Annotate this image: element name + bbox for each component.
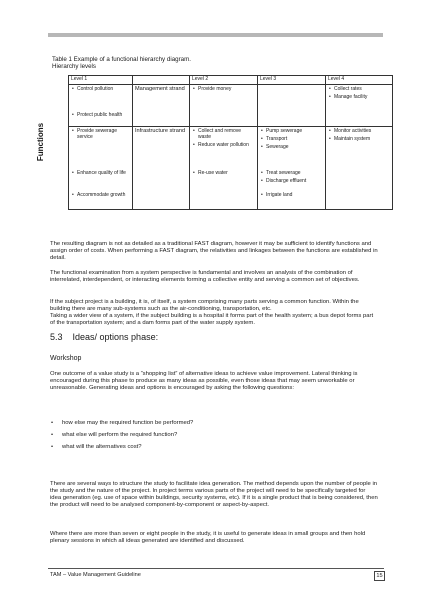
list-item: • Enhance quality of life [77, 170, 130, 176]
list-item: • Treat sewerage [266, 170, 323, 176]
table-cell [258, 191, 326, 210]
header-bar [48, 33, 383, 37]
table-cell [190, 127, 258, 170]
list-item: • Reduce water pollution [198, 142, 255, 148]
list-item: • Control pollution [77, 86, 130, 92]
table-row [69, 127, 393, 170]
list-item: • Manage facility [334, 94, 390, 100]
table-cell [326, 191, 393, 210]
strand-label: Management strand [133, 85, 190, 112]
list-item: • how else may the required function be performed? [50, 417, 193, 429]
table-cell [258, 169, 326, 191]
table-row [69, 169, 393, 191]
section-title: Ideas/ options phase: [72, 332, 159, 342]
list-item: • Collect and remove waste [198, 128, 255, 140]
list-item: • Collect rates [334, 86, 390, 92]
table-row [69, 111, 393, 127]
list-item: • Maintain system [334, 136, 390, 142]
questions-list [50, 417, 193, 453]
table-cell [258, 85, 326, 112]
functional-hierarchy-table [68, 75, 393, 210]
list-item: • Re-use water [198, 170, 255, 176]
table-cell [326, 127, 393, 170]
hierarchy-label: Hierarchy levels [52, 63, 97, 70]
table-cell [69, 169, 133, 191]
paragraph-study-structure: There are several ways to structure the study to facilitate idea generation. The method depends upon the number of people in the study and the nature of the project. In project terms various parts of the project will need to be specifically targeted for idea generation (eg. use of space within buildings, security systems, etc). If it is a single product that is being considered, then the product will need to be analysed component-by-component or aspect-by-aspect. [50, 481, 378, 509]
paragraph-wider-view: Taking a wider view of a system, if the subject building is a hospital it forms part of the health system; a bus depot forms part of the transportation system; and a dam forms part of the water supply system. [50, 313, 374, 327]
table-row [69, 191, 393, 210]
table-caption [52, 56, 191, 70]
table-cell [190, 85, 258, 112]
table-title: Table 1 Example of a functional hierarchy diagram. [52, 56, 191, 63]
table-cell [190, 191, 258, 210]
list-item: • what will the alternatives cost? [50, 441, 193, 453]
table-cell [69, 191, 133, 210]
paragraph-fast-diagram: The resulting diagram is not as detailed as a traditional FAST diagram, however it may be sufficient to identify functions and assign order of costs. When performing a FAST diagram, the relativities and linkages between the functions are established in detail. [50, 241, 378, 262]
table-cell [69, 85, 133, 112]
paragraph-small-groups: Where there are more than seven or eight people in the study, it is useful to generate ideas in small groups and then hold plenary sessions in which all ideas generated are identified and discussed. [50, 531, 366, 545]
list-item: • Sewerage [266, 144, 323, 150]
header-level-2: Level 2 [190, 76, 258, 85]
table-cell [133, 169, 190, 191]
table-cell [190, 111, 258, 127]
header-level-4: Level 4 [326, 76, 393, 85]
header-level-3: Level 3 [258, 76, 326, 85]
table-cell [133, 191, 190, 210]
list-item: • Irrigate land [266, 192, 323, 198]
header-level-1: Level 1 [69, 76, 133, 85]
table-cell [326, 85, 393, 112]
workshop-subheading: Workshop [50, 355, 82, 362]
list-item: • Monitor activities [334, 128, 390, 134]
table-cell [326, 169, 393, 191]
table-cell [258, 111, 326, 127]
list-item: • what else will perform the required function? [50, 429, 193, 441]
functions-label: Functions [36, 122, 45, 162]
footer-rule [48, 568, 384, 569]
table-cell [69, 111, 133, 127]
header-strand [133, 76, 190, 85]
table-cell [258, 127, 326, 170]
table-cell [190, 169, 258, 191]
footer-title: TAM – Value Management Guideline [50, 572, 141, 578]
list-item: • Transport [266, 136, 323, 142]
list-item: • Accommodate growth [77, 192, 130, 198]
paragraph-subject-building: If the subject project is a building, it is, of itself, a system comprising many parts serving a common function. Within the building there are many sub-systems such as the air-conditioning, transportation, etc. [50, 299, 359, 313]
table-cell [326, 111, 393, 127]
table-cell [133, 111, 190, 127]
table-row [69, 85, 393, 112]
section-heading [50, 332, 168, 342]
list-item: • Discharge effluent [266, 178, 323, 184]
paragraph-shopping-list: One outcome of a value study is a “shopping list” of alternative ideas to achieve value improvement. Lateral thinking is encouraged during this phase to produce as many ideas as possible, even those ideas that may seem unworkable or unreasonable. Generating ideas and options is encouraged by asking the following questions: [50, 371, 358, 392]
list-item: • Protect public health [77, 112, 130, 118]
list-item: • Provide money [198, 86, 255, 92]
list-item: • Provide sewerage service [77, 128, 130, 140]
paragraph-system-perspective: The functional examination from a system perspective is fundamental and involves an analysis of the combination of interrelated, interdependent, or interacting elements forming a collective entity and serving a common set of objectives. [50, 270, 360, 284]
table-header-row [69, 76, 393, 85]
strand-label: Infrastructure strand [133, 127, 190, 170]
section-number: 5.3 [50, 332, 63, 342]
page-number: 15 [374, 571, 385, 581]
table-cell [69, 127, 133, 170]
list-item: • Pump sewerage [266, 128, 323, 134]
